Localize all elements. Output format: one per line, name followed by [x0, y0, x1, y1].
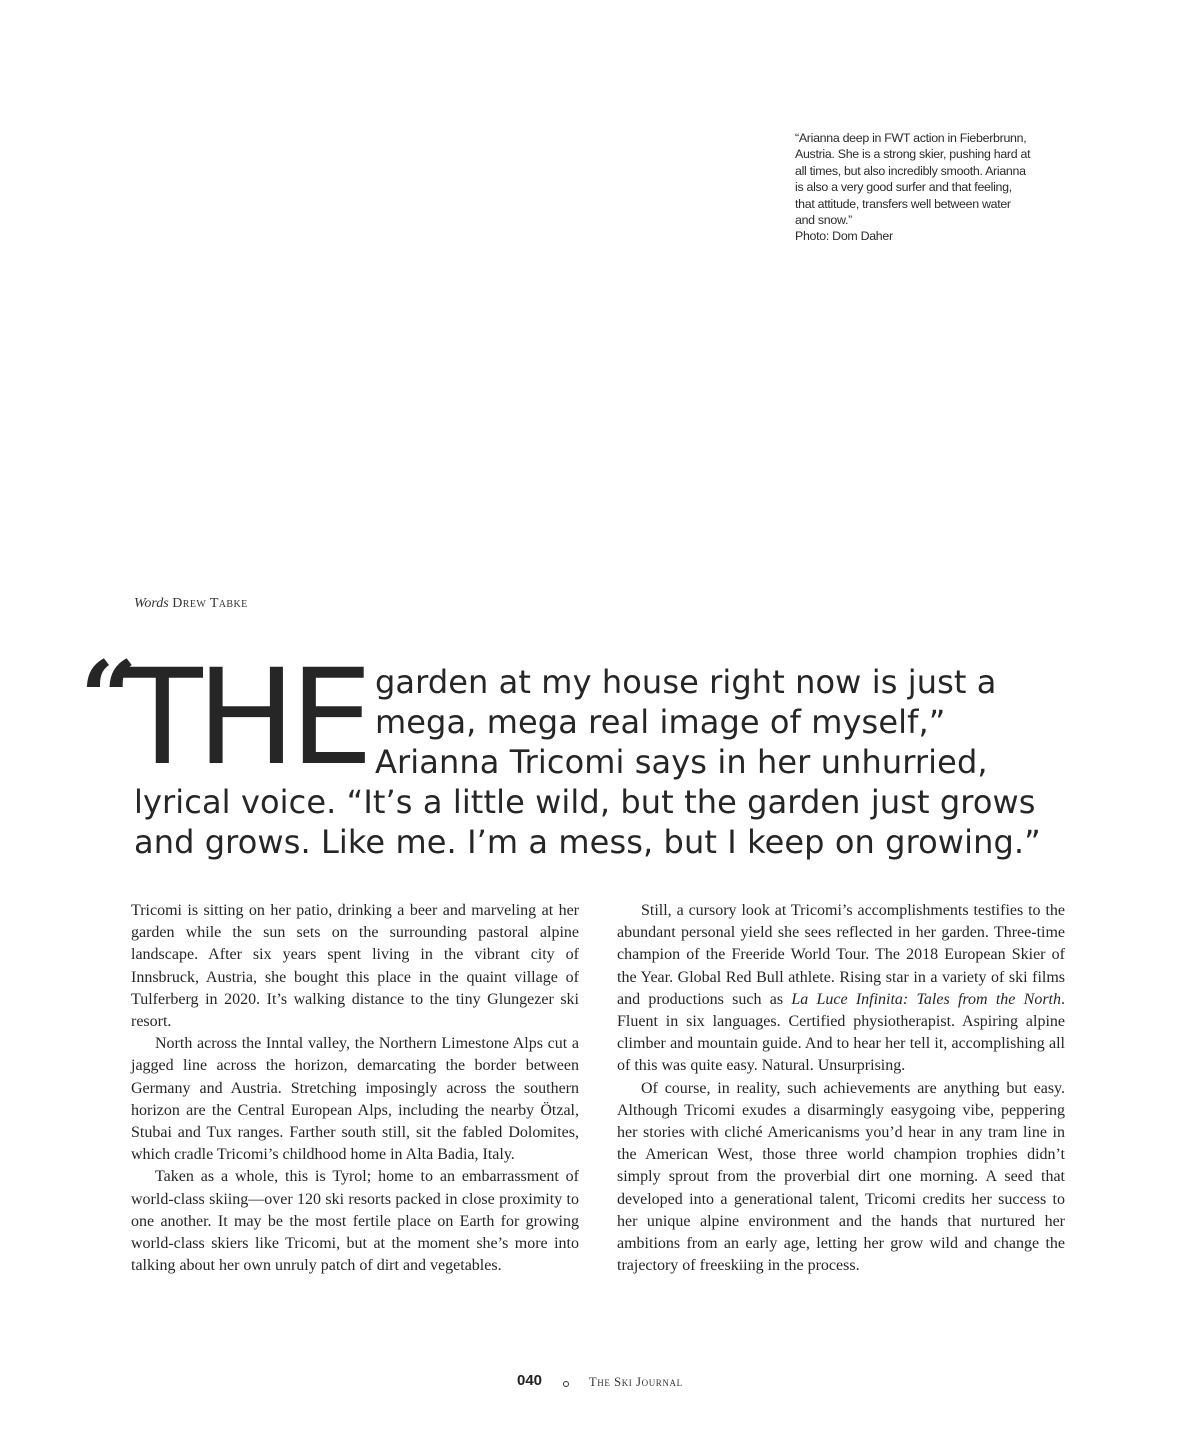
- film-title: La Luce Infinita: Tales from the North: [791, 990, 1061, 1008]
- pull-quote-line: mega, mega real image of myself,”: [375, 703, 946, 741]
- body-column-right: [617, 900, 1065, 1277]
- caption-line: Austria. She is a strong skier, pushing hard at: [795, 147, 1031, 162]
- pull-quote-line: garden at my house right now is just a: [375, 663, 997, 701]
- caption-line: that attitude, transfers well between water: [795, 196, 1011, 211]
- body-paragraph: [617, 900, 1065, 1078]
- body-paragraph: North across the Inntal valley, the Northern Limestone Alps cut a jagged line across the horizon, demarcating the border between Germany and Austria. Stretching imposingly across the southern horizon are the Central European Alps, including the nearby Ötzal, Stubai and Tux ranges. Farther south still, sit the fabled Dolomites, which cradle Tricomi’s childhood home in Alta Badia, Italy.: [131, 1035, 579, 1164]
- byline-author: Drew Tabke: [172, 596, 248, 611]
- caption-line: all times, but also incredibly smooth. Arianna: [795, 163, 1026, 178]
- pull-quote-line: Arianna Tricomi says in her unhurried,: [375, 743, 988, 781]
- caption-line: and snow.”: [795, 213, 852, 228]
- caption-line: is also a very good surfer and that feeling,: [795, 180, 1012, 195]
- pull-quote-line: and grows. Like me. I’m a mess, but I keep on growing.”: [134, 823, 1041, 861]
- journal-name: The Ski Journal: [589, 1375, 683, 1389]
- pull-quote: [80, 639, 1080, 870]
- body-paragraph: Taken as a whole, this is Tyrol; home to an embarrassment of world-class skiing—over 120 ski resorts packed in close proximity to one another. It may be the most fertile place on Earth for growing world-class skiers like Tricomi, but at the moment she’s more into talking about her own unruly patch of dirt and vegetables.: [131, 1168, 579, 1275]
- page-number: 040: [517, 1372, 543, 1389]
- body-column-left: [131, 900, 579, 1277]
- body-text: . Fluent in six languages. Certified physiotherapist. Aspiring alpine climber and mountain guide. And to hear her tell it, accomplishing all of this was quite easy. Natural. Unsurprising.: [617, 990, 1065, 1075]
- caption-line: “Arianna deep in FWT action in Fieberbrunn,: [795, 131, 1027, 145]
- open-quote-mark: “: [80, 639, 138, 757]
- body-text: Still, a cursory look at Tricomi’s accomplishments testifies to the abundant personal yield she sees reflected in her garden. Three-time champion of the Freeride World Tour. The 2018 European Skier of the Year. Global Red Bull athlete. Rising star in a variety of ski films and productions such as: [617, 902, 1065, 1008]
- page-footer: [0, 1372, 1200, 1394]
- byline: [134, 596, 248, 612]
- pull-quote-line: lyrical voice. “It’s a little wild, but the garden just grows: [134, 783, 1036, 821]
- body-paragraph: Tricomi is sitting on her patio, drinking a beer and marveling at her garden while the sun sets on the surrounding pastoral alpine landscape. After six years spent living in the vibrant city of Innsbruck, Austria, she bought this place in the quaint village of Tulferberg in 2020. It’s walking distance to the tiny Glungezer ski resort.: [131, 902, 579, 1031]
- pull-quote-big-word: THE: [122, 641, 368, 795]
- photo-caption: [795, 130, 1075, 245]
- separator-dot-icon: [563, 1381, 569, 1387]
- photo-credit: Photo: Dom Daher: [795, 229, 893, 244]
- body-paragraph: Of course, in reality, such achievements are anything but easy. Although Tricomi exudes a disarmingly easygoing vibe, peppering her stories with cliché Americanisms you’d hear in any tram line in the American West, those three world champion trophies didn’t simply sprout from the proverbial dirt one morning. A seed that developed into a generational talent, Tricomi credits her success to her unique alpine environment and the hands that nurtured her ambitions from an early age, letting her grow wild and change the trajectory of freeskiing in the process.: [617, 1079, 1065, 1275]
- byline-label: Words: [134, 596, 169, 611]
